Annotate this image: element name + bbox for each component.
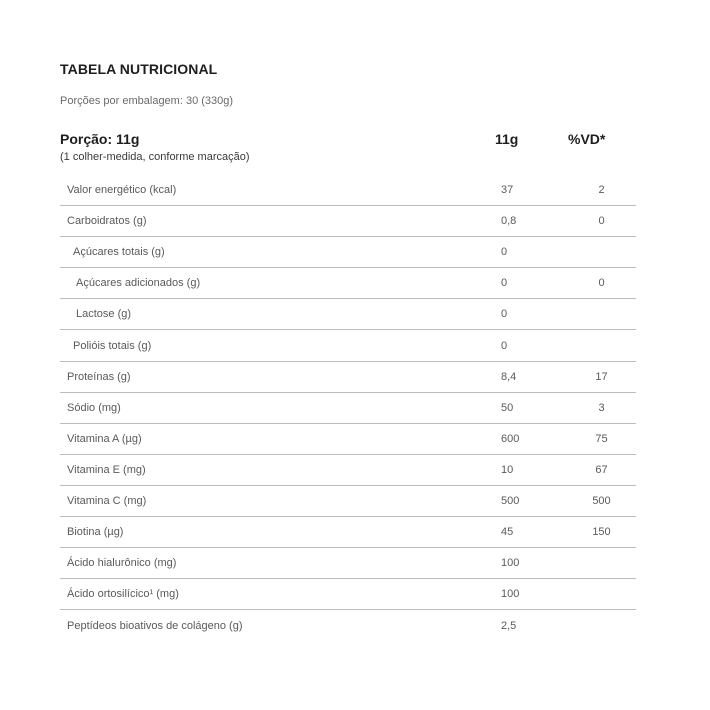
table-row — [60, 548, 636, 579]
nutrient-name: Peptídeos bioativos de colágeno (g) — [67, 619, 243, 632]
nutrient-name: Carboidratos (g) — [67, 215, 147, 228]
nutrient-vd: 0 — [598, 277, 605, 290]
nutrient-name: Lactose (g) — [76, 308, 132, 321]
table-row — [60, 579, 636, 610]
table-row — [60, 330, 636, 361]
nutrient-name: Polióis totais (g) — [73, 339, 152, 352]
nutrient-name: Açúcares totais (g) — [73, 246, 165, 259]
table-row — [60, 299, 636, 330]
table-row — [60, 175, 636, 206]
nutrient-name: Vitamina C (mg) — [67, 494, 147, 507]
nutrient-amount: 0 — [501, 339, 508, 352]
table-row — [60, 424, 636, 455]
table-title: TABELA NUTRICIONAL — [60, 61, 218, 77]
nutrient-amount: 2,5 — [501, 619, 517, 632]
nutrient-amount: 500 — [501, 494, 520, 507]
nutrient-name: Valor energético (kcal) — [67, 184, 177, 197]
table-row — [60, 206, 636, 237]
nutrient-name: Sódio (mg) — [67, 401, 121, 414]
nutrient-vd: 150 — [592, 526, 611, 539]
nutrient-vd: 0 — [598, 215, 605, 228]
nutrient-amount: 0 — [501, 277, 508, 290]
table-row — [60, 237, 636, 268]
column-header-amount: 11g — [495, 131, 519, 147]
table-row — [60, 517, 636, 548]
table-row — [60, 268, 636, 299]
nutrient-amount: 50 — [501, 401, 514, 414]
nutrient-vd: 2 — [598, 184, 605, 197]
nutrient-name: Vitamina A (µg) — [67, 432, 142, 445]
nutrient-amount: 37 — [501, 184, 514, 197]
nutrient-name: Biotina (µg) — [67, 526, 124, 539]
nutrient-name: Ácido ortosilícico¹ (mg) — [67, 588, 179, 601]
nutrient-name: Ácido hialurônico (mg) — [67, 557, 177, 570]
portion-note: (1 colher-medida, conforme marcação) — [60, 151, 250, 163]
nutrition-table — [60, 175, 636, 641]
nutrient-vd: 17 — [595, 370, 608, 383]
table-row — [60, 393, 636, 424]
nutrient-vd: 67 — [595, 463, 608, 476]
nutrient-amount: 10 — [501, 463, 514, 476]
nutrient-amount: 100 — [501, 588, 520, 601]
servings-per-package: Porções por embalagem: 30 (330g) — [60, 95, 234, 107]
table-row — [60, 610, 636, 641]
table-row — [60, 486, 636, 517]
table-row — [60, 362, 636, 393]
nutrient-amount: 100 — [501, 557, 520, 570]
nutrient-name: Vitamina E (mg) — [67, 463, 146, 476]
nutrient-amount: 0,8 — [501, 215, 517, 228]
nutrient-amount: 0 — [501, 308, 508, 321]
nutrient-vd: 500 — [592, 494, 611, 507]
nutrient-amount: 600 — [501, 432, 520, 445]
nutrient-vd: 75 — [595, 432, 608, 445]
nutrient-amount: 8,4 — [501, 370, 517, 383]
portion-label: Porção: 11g — [60, 131, 140, 147]
table-row — [60, 455, 636, 486]
nutrient-vd: 3 — [598, 401, 605, 414]
nutrient-amount: 0 — [501, 246, 508, 259]
nutrient-amount: 45 — [501, 526, 514, 539]
nutrient-name: Açúcares adicionados (g) — [76, 277, 201, 290]
column-header-vd: %VD* — [568, 131, 606, 147]
nutrient-name: Proteínas (g) — [67, 370, 131, 383]
